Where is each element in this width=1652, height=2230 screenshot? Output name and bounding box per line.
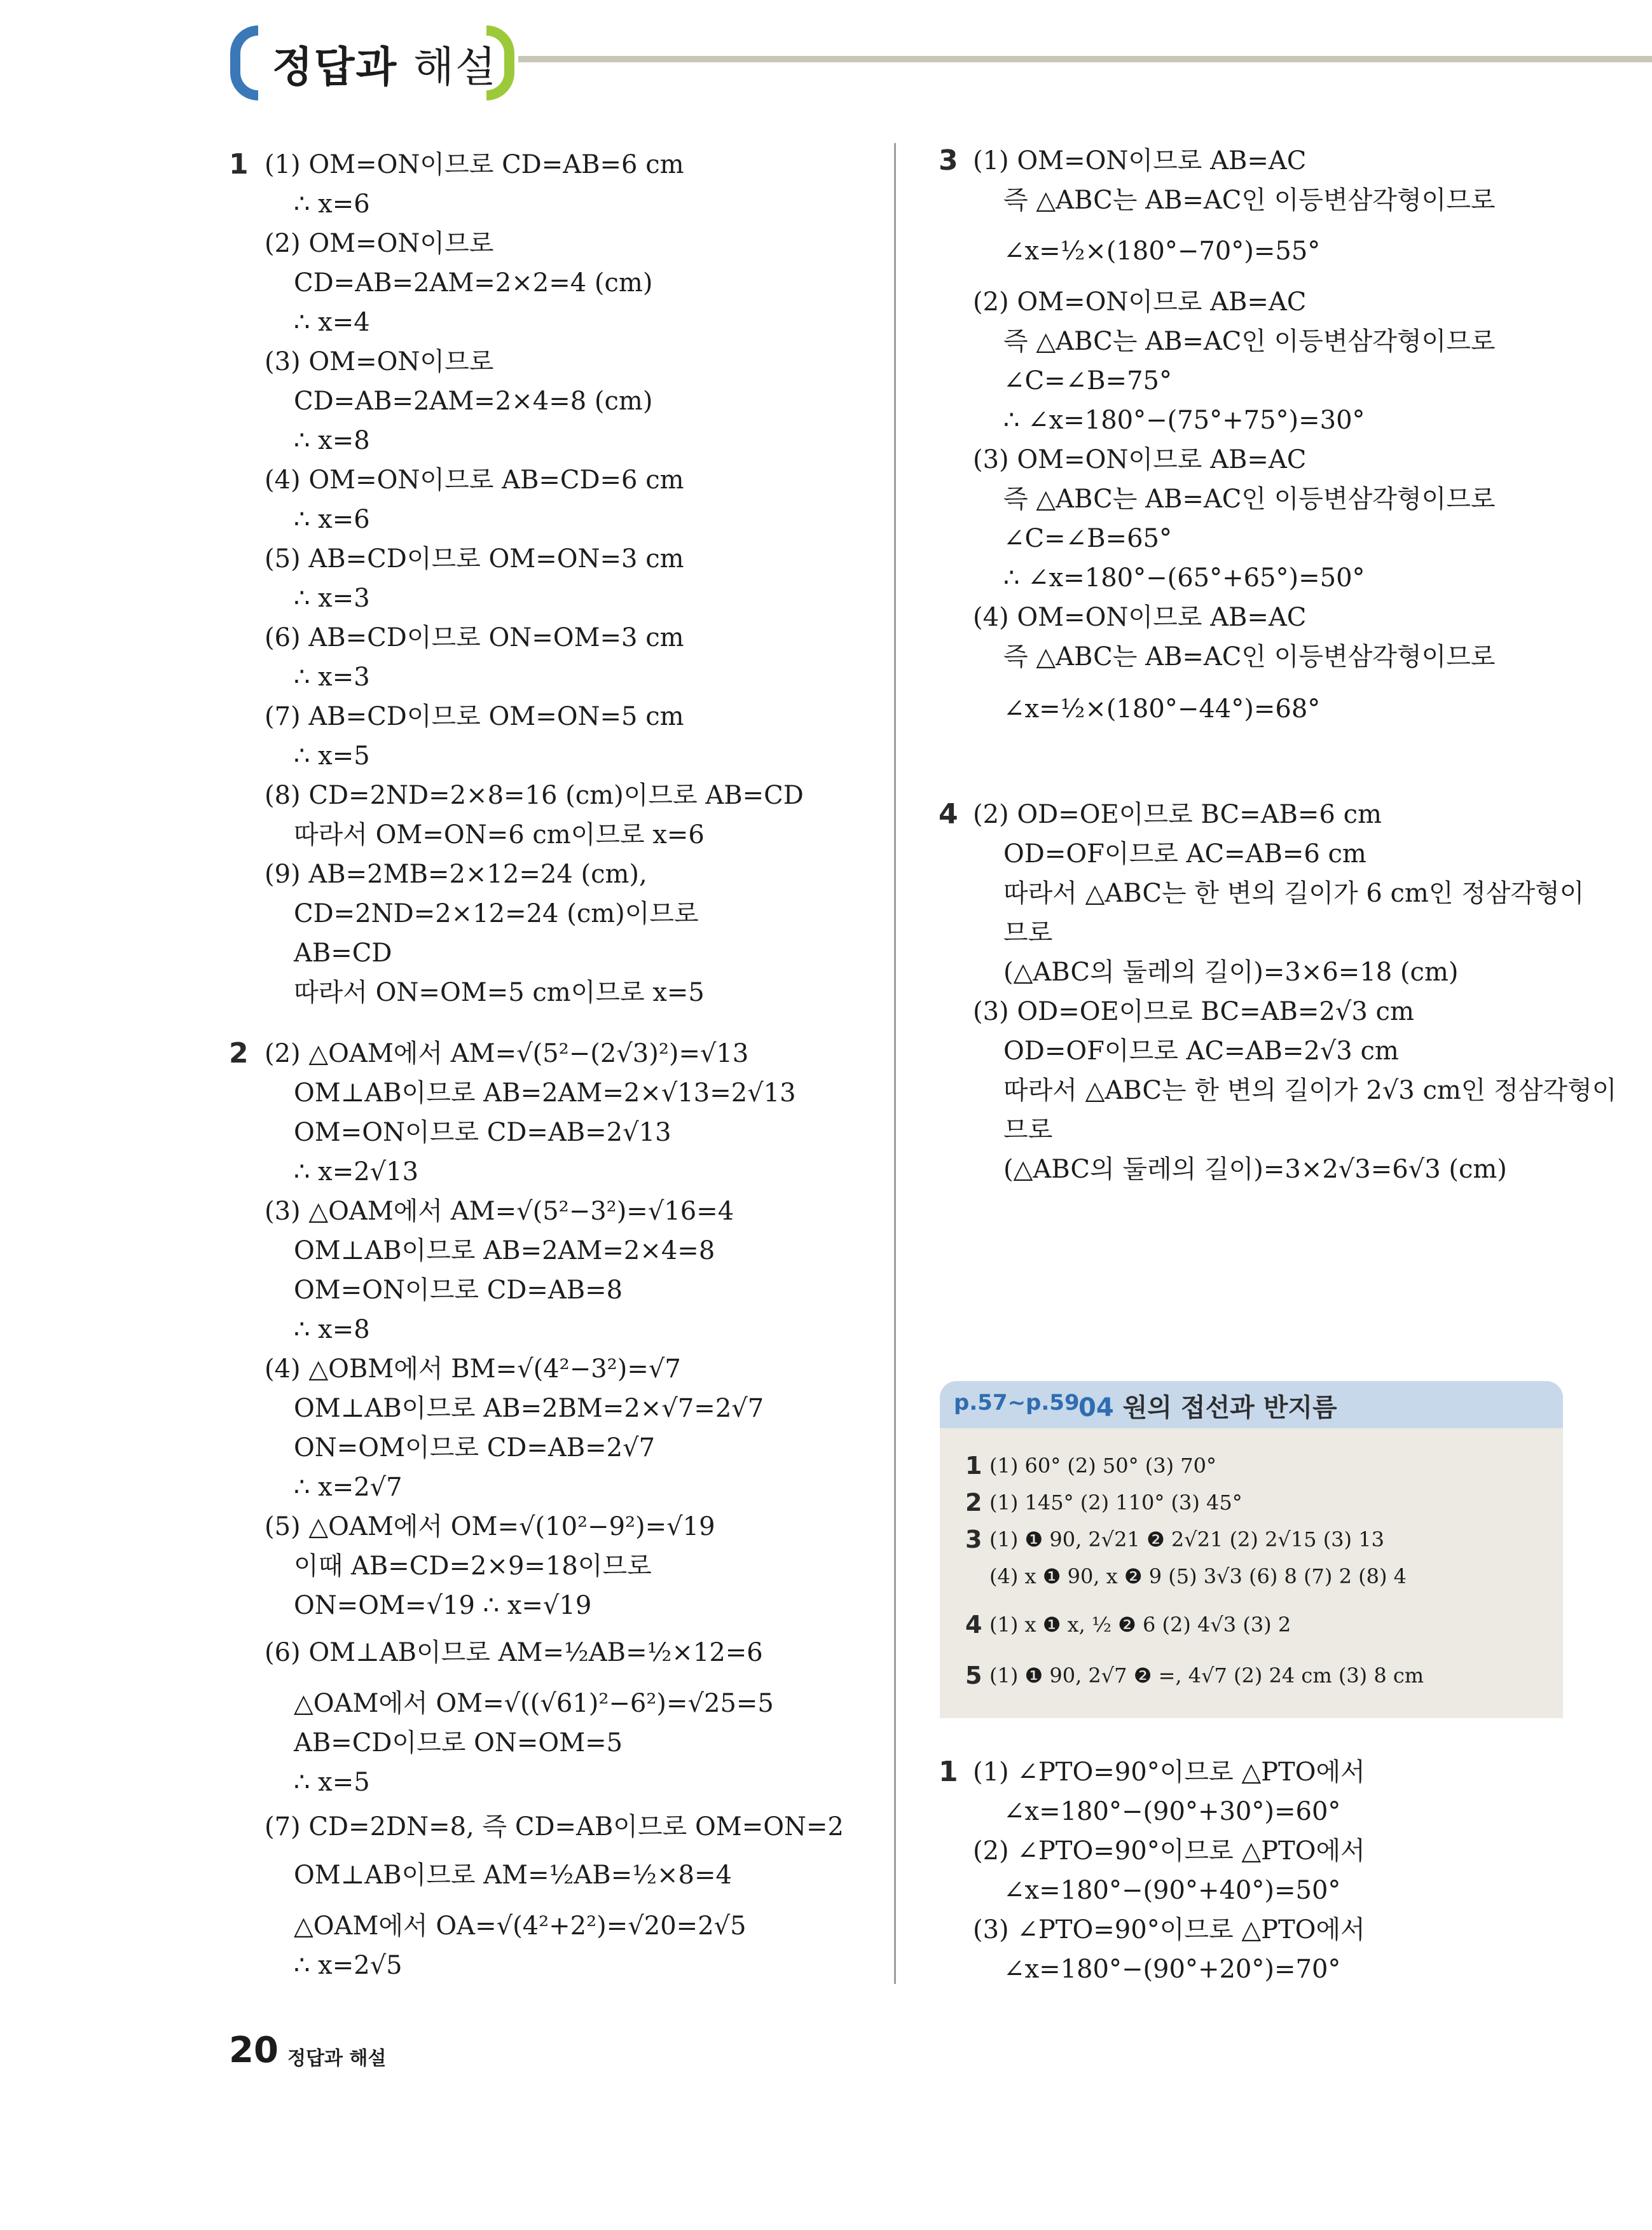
left-solution-line: AB=CD [294, 939, 392, 968]
left-solution-line: CD=AB=2AM=2×2=4 (cm) [294, 268, 653, 298]
left-solution-line: ∴ x=8 [294, 426, 370, 455]
left-solution-line: CD=AB=2AM=2×4=8 (cm) [294, 387, 653, 416]
left-solution-line: OM=ON이므로 CD=AB=2√13 [294, 1118, 671, 1147]
left-solution-line: OM⊥AB이므로 AB=2AM=2×√13=2√13 [294, 1078, 796, 1108]
left-solution-line: (5) △OAM에서 OM=√(10²−9²)=√19 [265, 1512, 715, 1541]
right-solution-line: (2) ∠PTO=90°이므로 △PTO에서 [973, 1836, 1365, 1866]
right-solution-line: (2) OM=ON이므로 AB=AC [973, 287, 1307, 317]
left-solution-line: (4) △OBM에서 BM=√(4²−3²)=√7 [265, 1354, 681, 1384]
left-solution-line: ∴ x=2√5 [294, 1951, 403, 1980]
right-solution-line: (△ABC의 둘레의 길이)=3×6=18 (cm) [1003, 958, 1459, 987]
right-problem-number: 3 [939, 144, 958, 177]
right-solution-line: 즉 △ABC는 AB=AC인 이등변삼각형이므로 [1003, 642, 1496, 671]
answer-solution-line: (1) x ❶ x, ½ ❷ 6 (2) 4√3 (3) 2 [989, 1613, 1291, 1637]
left-solution-line: OM⊥AB이므로 AB=2AM=2×4=8 [294, 1236, 715, 1265]
left-solution-line: ON=OM=√19 ∴ x=√19 [294, 1591, 592, 1620]
left-solution-line: ON=OM이므로 CD=AB=2√7 [294, 1433, 656, 1463]
right-solution-line: 즉 △ABC는 AB=AC인 이등변삼각형이므로 [1003, 186, 1496, 215]
answer-solution-line: (1) 60° (2) 50° (3) 70° [989, 1454, 1216, 1478]
left-solution-line: (3) △OAM에서 AM=√(5²−3²)=√16=4 [265, 1197, 734, 1226]
page-header [0, 0, 1652, 108]
right-solution-line: 즉 △ABC는 AB=AC인 이등변삼각형이므로 [1003, 327, 1496, 356]
answer-solution-line: (1) ❶ 90, 2√21 ❷ 2√21 (2) 2√15 (3) 13 [989, 1527, 1384, 1552]
right-solution-line: 따라서 △ABC는 한 변의 길이가 2√3 cm인 정삼각형이 [1003, 1076, 1617, 1105]
left-solution-line: ∴ x=6 [294, 505, 370, 534]
left-solution-line: (6) OM⊥AB이므로 AM=½AB=½×12=6 [265, 1638, 763, 1667]
answer-box-header [940, 1381, 1563, 1428]
right-solution-line: 따라서 △ABC는 한 변의 길이가 6 cm인 정삼각형이 [1003, 879, 1585, 908]
left-solution-line: (7) CD=2DN=8, 즉 CD=AB이므로 OM=ON=2 [265, 1812, 844, 1841]
left-solution-line: OM=ON이므로 CD=AB=8 [294, 1276, 623, 1305]
left-solution-line: AB=CD이므로 ON=OM=5 [294, 1728, 623, 1758]
right-solution-line: 므로 [1003, 1115, 1053, 1145]
left-solution-line: 따라서 ON=OM=5 cm이므로 x=5 [294, 978, 705, 1007]
right-solution-line: ∠C=∠B=65° [1003, 524, 1172, 553]
left-solution-line: ∴ x=8 [294, 1315, 370, 1344]
left-solution-line: (1) OM=ON이므로 CD=AB=6 cm [265, 150, 684, 179]
left-solution-line: (3) OM=ON이므로 [265, 347, 494, 376]
left-solution-line: (5) AB=CD이므로 OM=ON=3 cm [265, 544, 684, 574]
right-solution-line: ∴ ∠x=180°−(65°+65°)=50° [1003, 563, 1365, 593]
header-title-bold: 정답과 [272, 43, 398, 92]
left-solution-line: ∴ x=2√7 [294, 1473, 403, 1502]
right-solution-line: ∴ ∠x=180°−(75°+75°)=30° [1003, 406, 1365, 435]
right-solution-line: ∠C=∠B=75° [1003, 366, 1172, 396]
left-brace-decoration [230, 25, 258, 100]
right-solution-line: ∠x=½×(180°−44°)=68° [1003, 694, 1321, 724]
right-problem-number: 1 [939, 1756, 958, 1788]
answer-problem-number: 1 [965, 1452, 982, 1480]
left-solution-line: (6) AB=CD이므로 ON=OM=3 cm [265, 623, 684, 652]
left-solution-line: 이때 AB=CD=2×9=18이므로 [294, 1552, 652, 1581]
right-solution-line: ∠x=180°−(90°+20°)=70° [1003, 1955, 1341, 1984]
right-solution-line: (4) OM=ON이므로 AB=AC [973, 603, 1307, 632]
left-solution-line: (2) OM=ON이므로 [265, 229, 494, 258]
header-title [272, 33, 497, 93]
right-solution-line: (3) ∠PTO=90°이므로 △PTO에서 [973, 1915, 1365, 1944]
left-solution-line: ∴ x=3 [294, 663, 370, 692]
header-rule [518, 56, 1652, 62]
right-brace-decoration [486, 25, 514, 100]
right-solution-line: 므로 [1003, 918, 1053, 947]
answer-problem-number: 2 [965, 1489, 982, 1517]
answer-problem-number: 4 [965, 1611, 982, 1639]
header-title-light: 해설 [413, 43, 497, 92]
left-solution-line: △OAM에서 OM=√((√61)²−6²)=√25=5 [294, 1689, 774, 1718]
right-solution-line: (△ABC의 둘레의 길이)=3×2√3=6√3 (cm) [1003, 1155, 1507, 1184]
left-solution-line: (9) AB=2MB=2×12=24 (cm), [265, 860, 647, 889]
page-number: 20 [229, 2030, 279, 2071]
left-solution-line: ∴ x=4 [294, 308, 370, 337]
footer-label: 정답과 해설 [287, 2048, 387, 2070]
column-divider [894, 143, 896, 1984]
right-solution-line: (3) OD=OE이므로 BC=AB=2√3 cm [973, 997, 1414, 1026]
right-solution-line: 즉 △ABC는 AB=AC인 이등변삼각형이므로 [1003, 485, 1496, 514]
left-solution-line: OM⊥AB이므로 AM=½AB=½×8=4 [294, 1861, 732, 1890]
left-problem-number: 1 [229, 148, 249, 181]
left-solution-line: OM⊥AB이므로 AB=2BM=2×√7=2√7 [294, 1394, 764, 1423]
left-solution-line: 따라서 OM=ON=6 cm이므로 x=6 [294, 820, 705, 850]
section-title: 원의 접선과 반지름 [1122, 1393, 1337, 1422]
right-solution-line: (1) OM=ON이므로 AB=AC [973, 146, 1307, 176]
answer-problem-number: 3 [965, 1525, 982, 1553]
left-solution-line: ∴ x=3 [294, 584, 370, 613]
left-solution-line: ∴ x=6 [294, 189, 370, 219]
right-solution-line: ∠x=180°−(90°+30°)=60° [1003, 1797, 1341, 1826]
left-solution-line: (2) △OAM에서 AM=√(5²−(2√3)²)=√13 [265, 1039, 749, 1068]
section-heading [1078, 1387, 1337, 1424]
left-solution-line: CD=2ND=2×12=24 (cm)이므로 [294, 899, 699, 928]
right-solution-line: OD=OF이므로 AC=AB=2√3 cm [1003, 1036, 1399, 1066]
right-solution-line: (3) OM=ON이므로 AB=AC [973, 445, 1307, 474]
left-solution-line: ∴ x=5 [294, 741, 370, 771]
answer-solution-line: (1) ❶ 90, 2√7 ❷ =, 4√7 (2) 24 cm (3) 8 cm [989, 1663, 1424, 1688]
right-problem-number: 4 [939, 798, 958, 830]
right-solution-line: ∠x=½×(180°−70°)=55° [1003, 237, 1321, 266]
left-solution-line: (8) CD=2ND=2×8=16 (cm)이므로 AB=CD [265, 781, 804, 810]
left-solution-line: ∴ x=5 [294, 1768, 370, 1797]
right-solution-line: ∠x=180°−(90°+40°)=50° [1003, 1876, 1341, 1905]
section-number: 04 [1078, 1393, 1114, 1422]
left-solution-line: △OAM에서 OA=√(4²+2²)=√20=2√5 [294, 1911, 747, 1941]
left-solution-line: (7) AB=CD이므로 OM=ON=5 cm [265, 702, 684, 731]
left-problem-number: 2 [229, 1037, 249, 1070]
answer-solution-line: (4) x ❶ 90, x ❷ 9 (5) 3√3 (6) 8 (7) 2 (8) 4 [989, 1564, 1407, 1588]
answer-problem-number: 5 [965, 1662, 982, 1690]
answer-solution-line: (1) 145° (2) 110° (3) 45° [989, 1490, 1242, 1515]
right-solution-line: (2) OD=OE이므로 BC=AB=6 cm [973, 800, 1382, 829]
right-solution-line: OD=OF이므로 AC=AB=6 cm [1003, 839, 1366, 869]
left-solution-line: ∴ x=2√13 [294, 1157, 419, 1187]
right-solution-line: (1) ∠PTO=90°이므로 △PTO에서 [973, 1758, 1365, 1787]
page-reference: p.57~p.59 [954, 1390, 1080, 1415]
left-solution-line: (4) OM=ON이므로 AB=CD=6 cm [265, 465, 684, 495]
